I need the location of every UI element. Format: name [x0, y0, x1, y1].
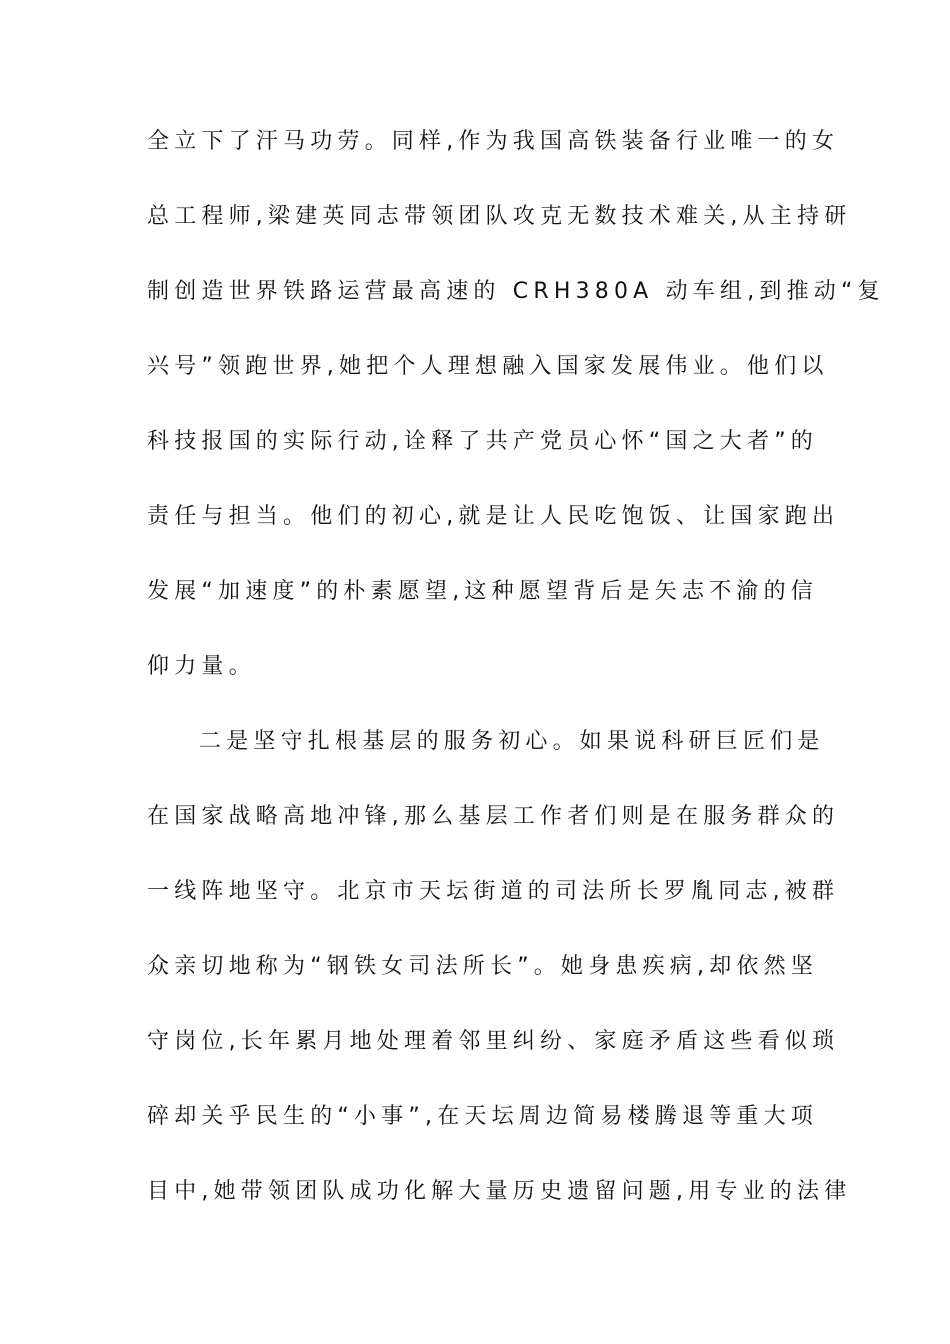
- text-line: 一线阵地坚守。北京市天坛街道的司法所长罗胤同志,被群: [147, 879, 840, 904]
- text-line: 兴号”领跑世界,她把个人理想融入国家发展伟业。他们以: [147, 354, 829, 379]
- text-line: 总工程师,梁建英同志带领团队攻克无数技术难关,从主持研: [147, 204, 852, 229]
- text-line: 科技报国的实际行动,诠释了共产党员心怀“国之大者”的: [147, 429, 818, 454]
- text-line: 发展“加速度”的朴素愿望,这种愿望背后是矢志不渝的信: [147, 579, 818, 604]
- text-line-indented: 二是坚守扎根基层的服务初心。如果说科研巨匠们是: [199, 729, 825, 754]
- text-line: 守岗位,长年累月地处理着邻里纠纷、家庭矛盾这些看似琐: [147, 1029, 840, 1054]
- text-line: 碎却关乎民生的“小事”,在天坛周边简易楼腾退等重大项: [147, 1104, 818, 1129]
- paragraph-1: [147, 104, 885, 704]
- body-text: [147, 104, 885, 1229]
- text-line: 全立下了汗马功劳。同样,作为我国高铁装备行业唯一的女: [147, 129, 840, 154]
- paragraph-2: [147, 704, 852, 1229]
- text-line: 制创造世界铁路运营最高速的 CRH380A 动车组,到推动“复: [147, 279, 885, 304]
- text-line: 众亲切地称为“钢铁女司法所长”。她身患疾病,却依然坚: [147, 954, 818, 979]
- text-line: 仰力量。: [147, 654, 256, 679]
- text-line: 在国家战略高地冲锋,那么基层工作者们则是在服务群众的: [147, 804, 840, 829]
- text-line: 目中,她带领团队成功化解大量历史遗留问题,用专业的法律: [147, 1179, 852, 1204]
- text-line: 责任与担当。他们的初心,就是让人民吃饱饭、让国家跑出: [147, 504, 840, 529]
